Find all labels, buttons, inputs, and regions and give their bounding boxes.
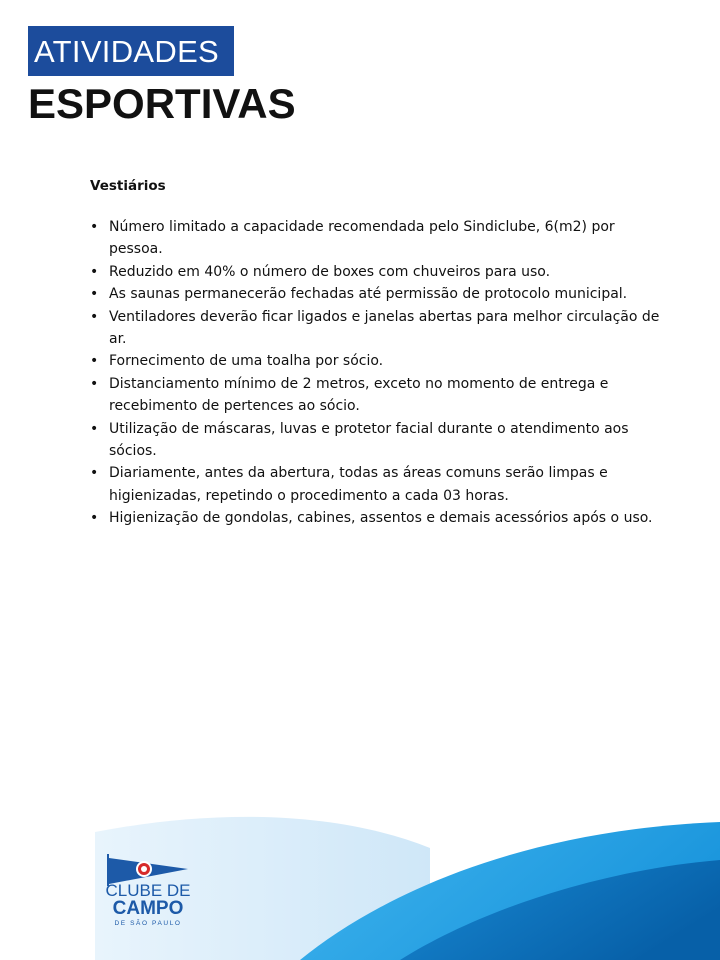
- bullet-dot: •: [90, 465, 99, 482]
- bullet-item: [90, 350, 670, 372]
- bullet-item: [90, 418, 670, 463]
- bullet-dot: •: [90, 286, 99, 303]
- bullet-text: Reduzido em 40% o número de boxes com chuveiros para uso.: [109, 263, 551, 280]
- bullet-text: Utilização de máscaras, luvas e protetor facial durante o atendimento aos sócios.: [109, 420, 629, 460]
- title-line-2: ESPORTIVAS: [28, 80, 296, 127]
- bullet-dot: •: [90, 219, 99, 235]
- title-line-1: ATIVIDADES: [34, 34, 220, 69]
- bullet-item: [90, 306, 670, 351]
- bullet-dot: •: [90, 510, 99, 527]
- bullet-text: Higienização de gondolas, cabines, assentos e demais acessórios após o uso.: [109, 510, 653, 527]
- bullet-text: Fornecimento de uma toalha por sócio.: [109, 353, 384, 370]
- logo-line-3: DE SÃO PAULO: [114, 920, 182, 927]
- bullet-item: [90, 283, 670, 305]
- bullet-list: [90, 216, 670, 530]
- bullet-dot: •: [90, 420, 99, 437]
- bullet-text: Ventiladores deverão ficar ligados e janelas abertas para melhor circulação de ar.: [109, 308, 660, 348]
- bullet-item: [90, 216, 670, 261]
- content-area: [90, 176, 670, 530]
- section-heading: Vestiários: [90, 178, 166, 194]
- bullet-text: Diariamente, antes da abertura, todas as áreas comuns serão limpas e higienizadas, repetindo o procedimento a cada 03 horas.: [109, 465, 608, 504]
- bullet-item: [90, 261, 670, 283]
- bullet-item: [90, 507, 670, 529]
- bullet-dot: •: [90, 308, 99, 325]
- bullet-text: As saunas permanecerão fechadas até permissão de protocolo municipal.: [109, 286, 628, 303]
- club-logo: [100, 852, 200, 932]
- logo-line-2: CAMPO: [112, 898, 184, 919]
- bullet-item: [90, 373, 670, 418]
- bullet-dot: •: [90, 375, 99, 392]
- bullet-dot: •: [90, 263, 99, 280]
- logo-line-1: CLUBE DE: [105, 881, 191, 900]
- bullet-text: Distanciamento mínimo de 2 metros, exceto no momento de entrega e recebimento de pertences ao sócio.: [109, 375, 609, 415]
- bullet-text: Número limitado a capacidade recomendada pelo Sindiclube, 6(m2) por pessoa.: [109, 219, 615, 258]
- bullet-item: [90, 462, 670, 507]
- bullet-dot: •: [90, 353, 99, 370]
